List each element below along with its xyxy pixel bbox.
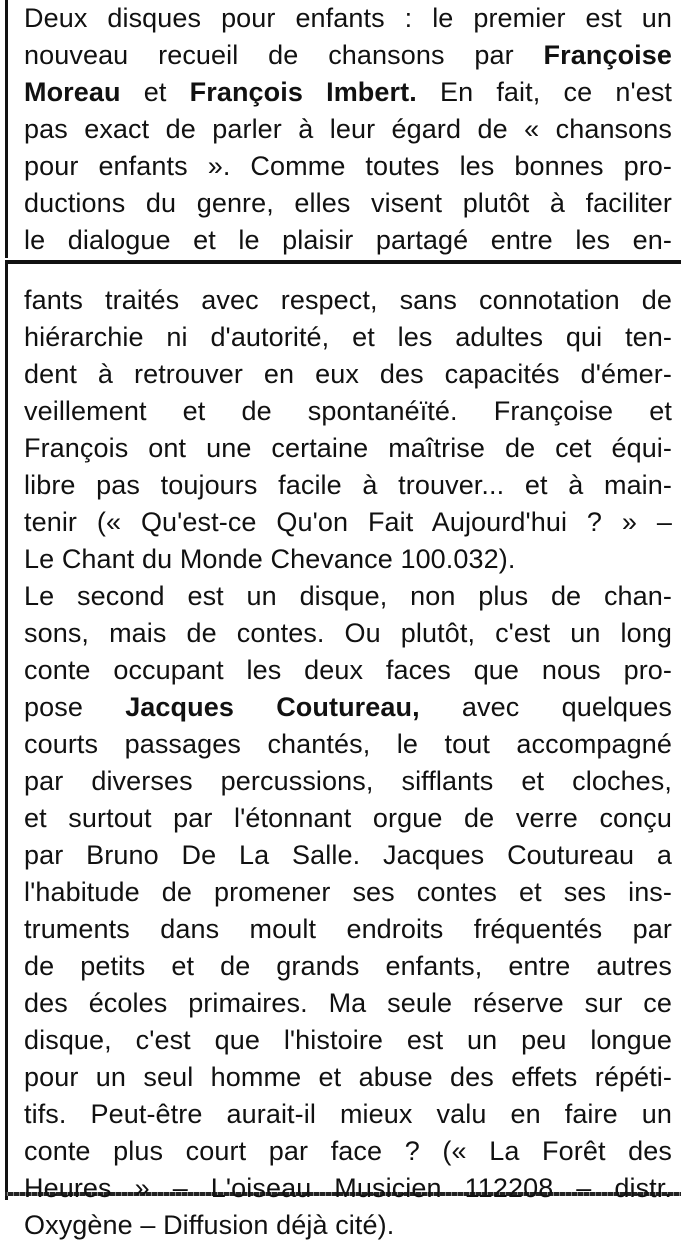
- text-line: Deux disques pour enfants : le premier est un: [24, 3, 672, 33]
- text-segment: nouveau recueil de chansons par: [24, 40, 544, 70]
- text-segment: et: [120, 77, 190, 107]
- text-line: [24, 74, 672, 111]
- left-column-rule-top: [5, 0, 8, 258]
- text-line: tifs. Peut-être aurait-il mieux valu en faire un: [24, 1099, 672, 1129]
- text-line: Le second est un disque, non plus de chan-: [24, 581, 672, 611]
- text-line: hiérarchie ni d'autorité, et les adultes qui ten-: [24, 322, 672, 352]
- text-line: disque, c'est que l'histoire est un peu longue: [24, 1025, 672, 1055]
- article-body: [24, 282, 672, 1244]
- text-line: pour un seul homme et abuse des effets répéti-: [24, 1062, 672, 1092]
- text-line: François ont une certaine maîtrise de cet équi-: [24, 433, 672, 463]
- text-line: Oxygène – Diffusion déjà cité).: [24, 1210, 395, 1240]
- text-line: le dialogue et le plaisir partagé entre les en-: [24, 225, 672, 255]
- text-segment: pose: [24, 692, 126, 722]
- text-line: par Bruno De La Salle. Jacques Coutureau a: [24, 840, 672, 870]
- text-segment: avec quelques: [419, 692, 672, 722]
- text-line: truments dans moult endroits fréquentés par: [24, 914, 672, 944]
- artist-name: François Imbert.: [189, 77, 417, 107]
- text-line: Le Chant du Monde Chevance 100.032).: [24, 544, 516, 574]
- text-line: conte occupant les deux faces que nous pro-: [24, 655, 672, 685]
- artist-name: Françoise: [543, 40, 672, 70]
- text-line: et surtout par l'étonnant orgue de verre conçu: [24, 803, 672, 833]
- text-line: fants traités avec respect, sans connotation de: [24, 285, 672, 315]
- text-line: dent à retrouver en eux des capacités d'émer-: [24, 359, 672, 389]
- text-line: conte plus court par face ? (« La Forêt des: [24, 1136, 672, 1166]
- text-line: par diverses percussions, sifflants et cloches,: [24, 766, 672, 796]
- text-line: des écoles primaires. Ma seule réserve sur ce: [24, 988, 672, 1018]
- text-line: pas exact de parler à leur égard de « chansons: [24, 114, 672, 144]
- text-line: ductions du genre, elles visent plutôt à faciliter: [24, 188, 672, 218]
- text-line: [24, 37, 672, 74]
- section-divider-rule: [5, 260, 681, 264]
- text-line: libre pas toujours facile à trouver... et à main-: [24, 470, 672, 500]
- text-line: veillement et de spontanéïté. Françoise et: [24, 396, 672, 426]
- article-paragraph-1: [24, 0, 672, 259]
- text-line: tenir (« Qu'est-ce Qu'on Fait Aujourd'hui ? » –: [24, 507, 672, 537]
- text-segment: En fait, ce n'est: [416, 77, 673, 107]
- text-line: l'habitude de promener ses contes et ses ins-: [24, 877, 672, 907]
- left-column-rule-bottom: [5, 262, 8, 1200]
- text-line: pour enfants ». Comme toutes les bonnes pro-: [24, 151, 672, 181]
- text-line: courts passages chantés, le tout accompagné: [24, 729, 672, 759]
- text-line: sons, mais de contes. Ou plutôt, c'est un long: [24, 618, 672, 648]
- artist-name: Jacques Coutureau,: [125, 692, 420, 722]
- text-line: de petits et de grands enfants, entre autres: [24, 951, 672, 981]
- text-line: [24, 689, 672, 726]
- text-line: Heures » – L'oiseau Musicien 112208 – distr.: [24, 1173, 672, 1203]
- artist-name: Moreau: [24, 77, 121, 107]
